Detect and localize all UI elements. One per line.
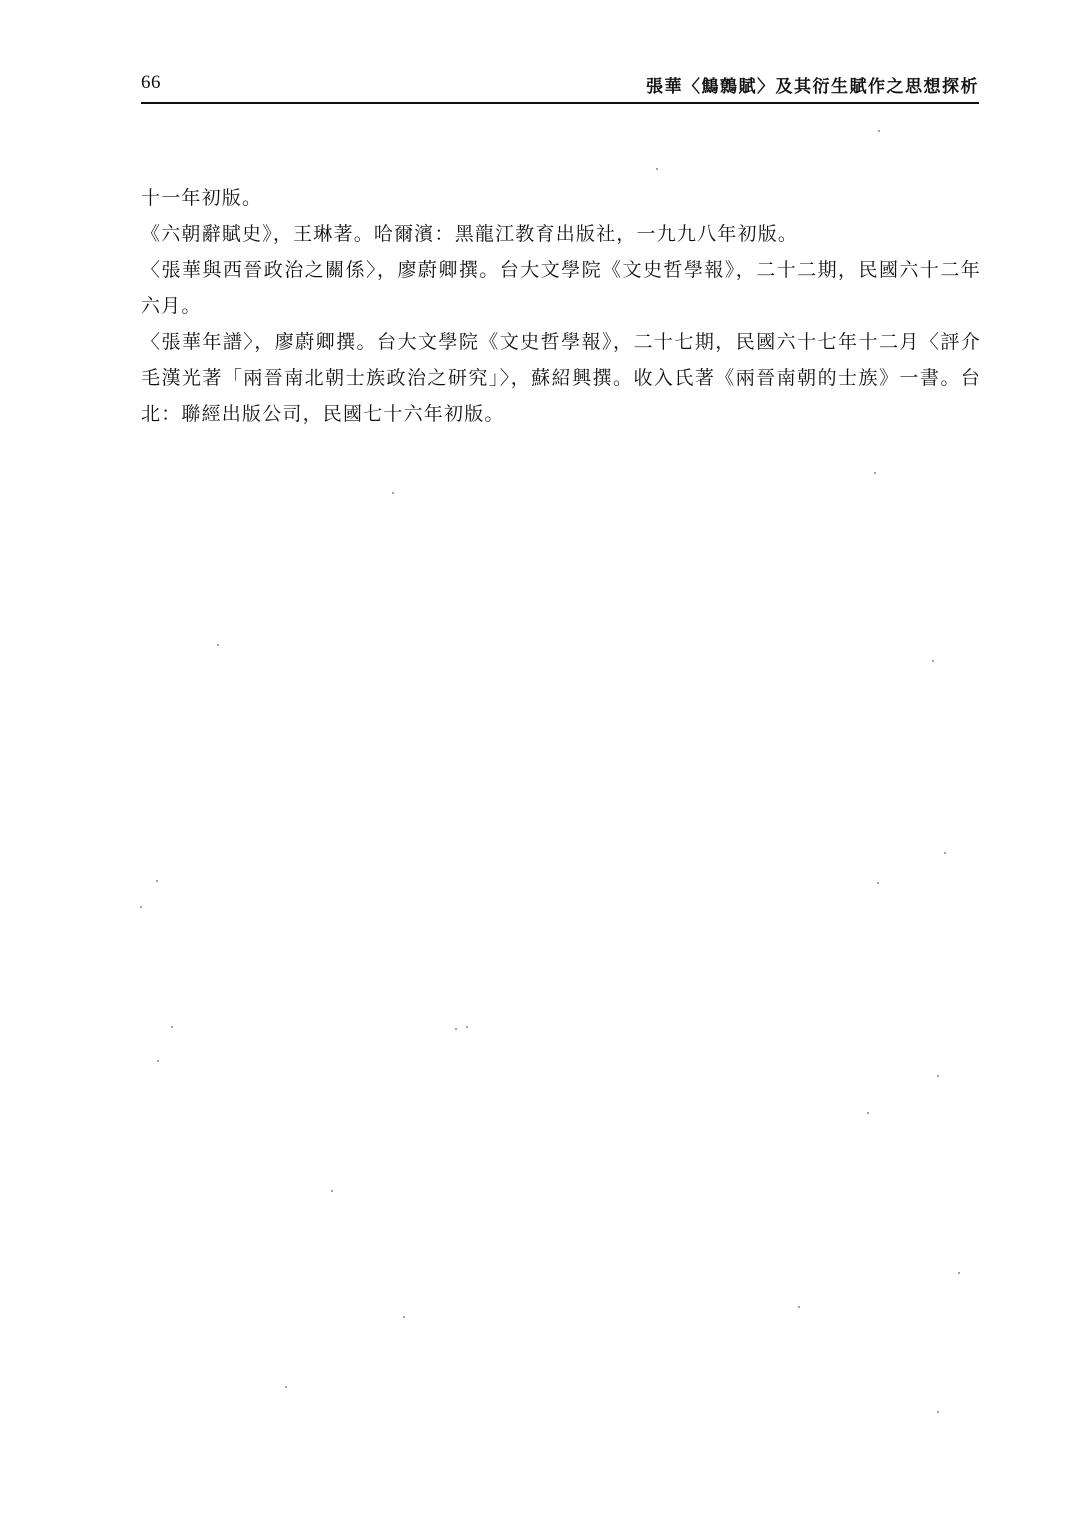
scan-speck <box>156 880 158 882</box>
scan-speck <box>878 130 880 132</box>
page-header <box>141 70 979 104</box>
scan-speck <box>874 472 876 474</box>
scan-speck <box>171 1026 173 1028</box>
scan-speck <box>140 906 142 908</box>
scan-speck <box>958 1272 960 1274</box>
scan-speck <box>466 1026 468 1028</box>
bibliography-entry: 《六朝辭賦史》，王琳著。哈爾濱：黑龍江教育出版社，一九九八年初版。 <box>141 223 799 245</box>
scan-speck <box>656 168 658 170</box>
scan-speck <box>331 1190 333 1192</box>
scan-speck <box>403 1316 405 1318</box>
bibliography-entry: 〈張華與西晉政治之關係〉，廖蔚卿撰。台大文學院《文史哲學報》，二十二期，民國六十二年六月。 <box>141 259 981 317</box>
scan-speck <box>877 882 879 884</box>
bibliography-list <box>141 180 981 432</box>
running-title: 張華〈鷦鷯賦〉及其衍生賦作之思想探析 <box>646 77 979 97</box>
scan-speck <box>157 1060 159 1062</box>
bibliography-entry: 〈張華年譜〉，廖蔚卿撰。台大文學院《文史哲學報》，二十七期，民國六十七年十二月〈評介毛漢光著「兩晉南北朝士族政治之研究」〉，蘇紹興撰。收入氏著《兩晉南朝的士族》一書。台北：聯經出版公司，民國七十六年初版。 <box>141 331 981 425</box>
scan-speck <box>285 1386 287 1388</box>
page-number: 66 <box>141 72 161 93</box>
scan-speck <box>932 660 934 662</box>
scan-speck <box>944 852 946 854</box>
bibliography-entry: 十一年初版。 <box>141 187 263 209</box>
scan-speck <box>867 1112 869 1114</box>
scan-speck <box>937 1075 939 1077</box>
scan-speck <box>392 492 394 494</box>
scan-speck <box>798 1306 800 1308</box>
scan-speck <box>217 644 219 646</box>
scan-speck <box>937 1411 939 1413</box>
scan-speck <box>455 1028 457 1030</box>
